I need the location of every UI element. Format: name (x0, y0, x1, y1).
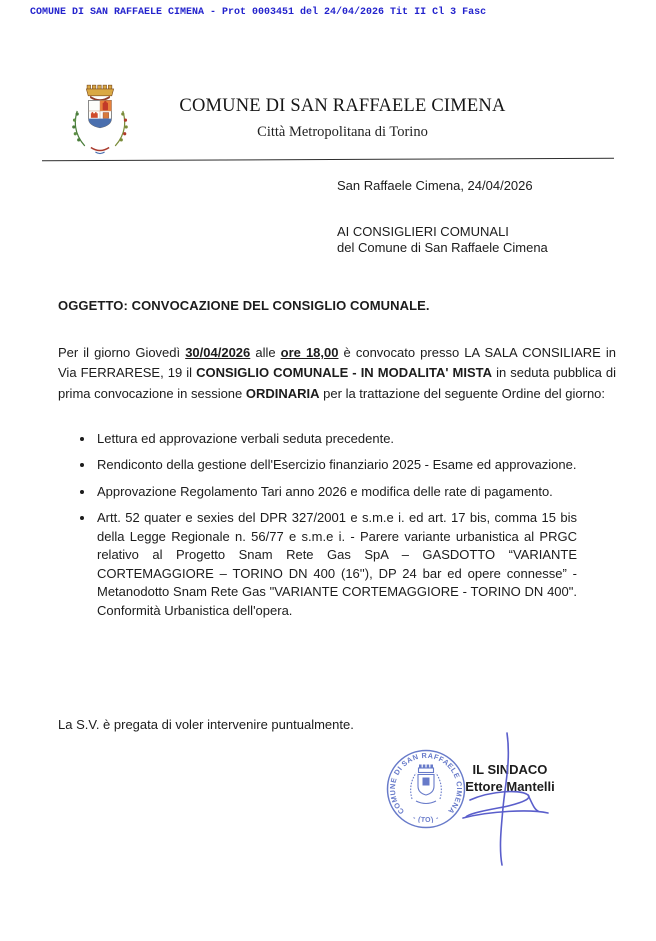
intro-segment: 30/04/2026 (185, 345, 251, 360)
intro-segment: CONSIGLIO COMUNALE - IN MODALITA' MISTA (196, 365, 493, 381)
signer-name: Ettore Mantelli (465, 778, 555, 794)
agenda-list (76, 430, 595, 628)
intro-segment: alle (250, 345, 281, 360)
municipal-coat-of-arms-icon (62, 82, 138, 162)
shield-shape (89, 100, 112, 127)
closing-line: La S.V. è pregata di voler intervenire puntualmente. (58, 717, 354, 732)
recipient-line-2: del Comune di San Raffaele Cimena (337, 240, 548, 256)
intro-segment: è convocato presso LA SALA CONSILIARE in Via FERRARESE, 19 il (58, 345, 616, 381)
place-date-line: San Raffaele Cimena, 24/04/2026 (337, 178, 533, 193)
intro-segment: Per il giorno Giovedì (58, 345, 186, 360)
agenda-item: • Artt. 52 quater e sexies del DPR 327/2001 e s.m.e i. ed art. 17 bis, comma 15 bis della Legge Regionale n. 56/77 e s.m.e i. - Parere variante urbanistica al PRGC relativo al Progetto Snam Rete Gas SpA – GASDOTTO “VARIANTE CORTEMAGGIORE – TORINO DN 400 (16''), DP 24 bar ed opere connesse” - Metanodotto Snam Rete Gas "VARIANTE CORTEMAGGIORE - TORINO DN 400". Conformità Urbanistica dell'opera. (95, 509, 577, 620)
crown-shape (86, 85, 113, 101)
letterhead (165, 96, 520, 141)
protocol-stamp-line: COMUNE DI SAN RAFFAELE CIMENA - Prot 0003451 del 24/04/2026 Tit II Cl 3 Fasc (30, 7, 487, 18)
intro-segment: ORDINARIA (245, 385, 320, 401)
intro-segment: ore 18,00 (280, 345, 339, 360)
intro-segment: in seduta pubblica di prima convocazione in sessione (58, 365, 616, 401)
agenda-item: • Rendiconto della gestione dell'Esercizio finanziario 2025 - Esame ed approvazione. (95, 456, 577, 474)
commune-subtitle: Città Metropolitana di Torino (257, 124, 428, 140)
recipient-line-1: AI CONSIGLIERI COMUNALI (337, 224, 509, 239)
stamp-arc-text: COMUNE DI SAN RAFFAELE CIMENA (387, 750, 465, 817)
intro-paragraph (58, 343, 616, 404)
commune-title: COMUNE DI SAN RAFFAELE CIMENA (179, 96, 506, 116)
agenda-item: • Approvazione Regolamento Tari anno 2026 e modifica delle rate di pagamento. (95, 483, 577, 501)
subject-line: OGGETTO: CONVOCAZIONE DEL CONSIGLIO COMUNALE. (58, 298, 430, 313)
handwritten-signature (428, 723, 568, 871)
agenda-item: • Lettura ed approvazione verbali seduta precedente. (95, 430, 577, 448)
intro-segment: per la trattazione del seguente Ordine del giorno: (319, 385, 606, 401)
signer-role: IL SINDACO (472, 762, 548, 777)
recipient-block (337, 224, 548, 256)
stamp-bottom-text: - (TO) - (411, 814, 441, 825)
